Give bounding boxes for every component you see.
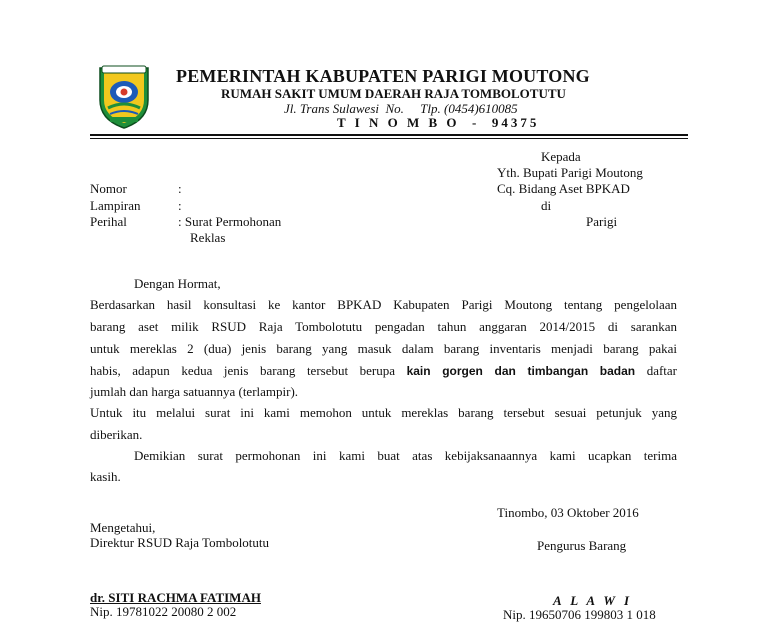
letterhead-title: PEMERINTAH KABUPATEN PARIGI MOUTONG <box>176 66 590 86</box>
letterhead-divider-thin <box>90 138 688 139</box>
body-p3-line1: Demikian surat permohonan ini kami buat atas kebijaksanaannya kami ucapkan terima <box>134 448 677 463</box>
letterhead-address: Jl. Trans Sulawesi No. Tlp. (0454)610085 <box>284 101 518 116</box>
signature-right-label: Pengurus Barang <box>537 538 627 553</box>
body-p3-line2: kasih. <box>90 469 121 484</box>
body-p1-line3: untuk mereklas 2 (dua) jenis barang yang masuk dalam barang inventaris menjadi barang pakai <box>90 341 677 356</box>
emblem-icon <box>92 62 156 130</box>
body-p1-line4-post: daftar <box>635 363 678 378</box>
signature-left-nip: Nip. 19781022 20080 2 002 <box>90 604 237 619</box>
signature-left-label2: Direktur RSUD Raja Tombolotutu <box>90 535 270 550</box>
recipient-city: Parigi <box>586 214 618 229</box>
letterhead-divider-thick <box>90 134 688 136</box>
nomor-label: Nomor <box>90 181 127 196</box>
letterhead-subtitle: RUMAH SAKIT UMUM DAERAH RAJA TOMBOLOTUTU <box>221 86 566 101</box>
regency-emblem-logo <box>92 62 156 130</box>
lampiran-value: : <box>178 198 182 213</box>
signature-left-name: dr. SITI RACHMA FATIMAH <box>90 590 261 605</box>
body-p1-emphasis: kain gorgen dan timbangan badan <box>406 364 636 378</box>
signature-right-nip: Nip. 19650706 199803 1 018 <box>503 607 656 622</box>
recipient-kepada: Kepada <box>541 149 581 164</box>
body-p1-line2: barang aset milik RSUD Raja Tombolotutu pengadan tahun anggaran 2014/2015 di sarankan <box>90 319 677 334</box>
body-p2-line1: Untuk itu melalui surat ini kami memohon untuk mereklas barang tersebut sesuai petunjuk yang <box>90 405 677 420</box>
signature-right-name: A L A W I <box>553 593 633 608</box>
letterhead-city: T I N O M B O - 94375 <box>337 115 540 130</box>
body-p1-line4 <box>90 363 677 379</box>
perihal-value: : Surat Permohonan <box>178 214 282 229</box>
perihal-value-cont: Reklas <box>190 230 226 245</box>
greeting: Dengan Hormat, <box>134 276 221 291</box>
nomor-value: : <box>178 181 182 196</box>
body-p1-line4-pre: habis, adapun kedua jenis barang tersebut berupa <box>90 363 407 378</box>
recipient-name: Yth. Bupati Parigi Moutong <box>497 165 643 180</box>
body-p1-line1: Berdasarkan hasil konsultasi ke kantor BPKAD Kabupaten Parigi Moutong tentang pengelolaan <box>90 297 677 312</box>
body-p2-line2: diberikan. <box>90 427 143 442</box>
recipient-di: di <box>541 198 552 213</box>
perihal-label: Perihal <box>90 214 127 229</box>
lampiran-label: Lampiran <box>90 198 141 213</box>
body-p1-line5: jumlah dan harga satuannya (terlampir). <box>90 384 299 399</box>
signature-left-label1: Mengetahui, <box>90 520 156 535</box>
recipient-division: Cq. Bidang Aset BPKAD <box>497 181 630 196</box>
place-date: Tinombo, 03 Oktober 2016 <box>497 505 639 520</box>
